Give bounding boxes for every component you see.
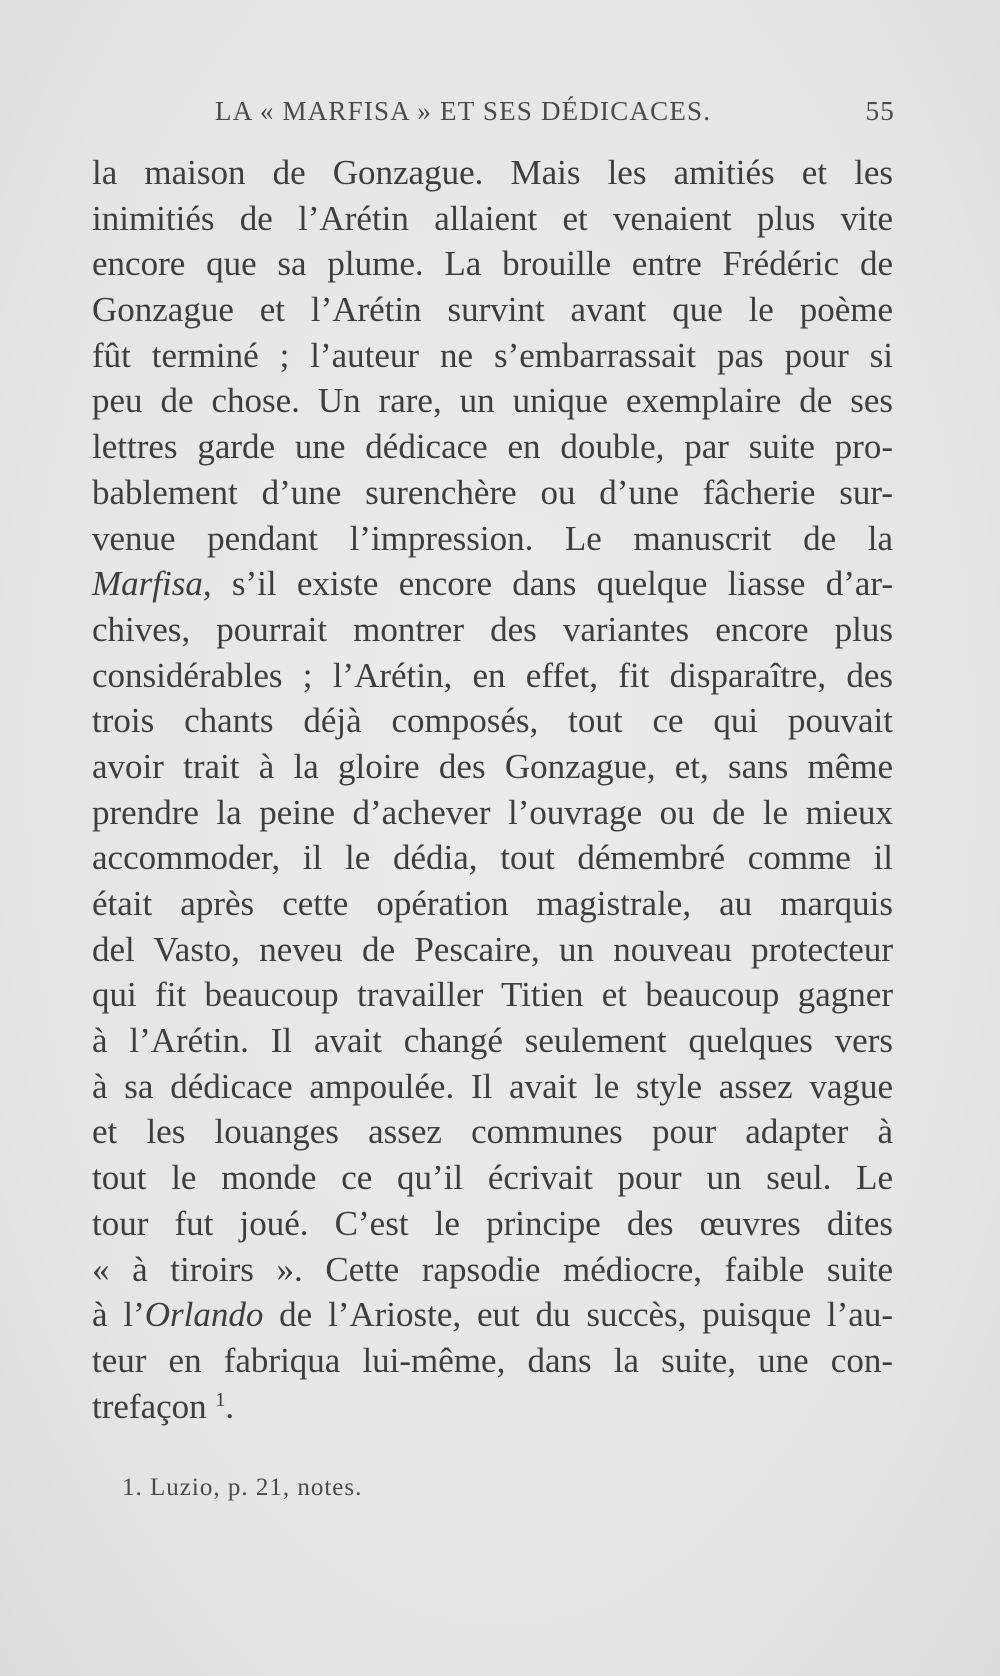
text-line: bablement d’une surenchère ou d’une fâcherie sur- (92, 472, 893, 512)
text-line: Gonzague et l’Arétin survint avant que le poème (92, 290, 893, 330)
page-number: 55 (865, 96, 895, 126)
text-line: tour fut joué. C’est le principe des œuvres dites (92, 1203, 893, 1243)
text-line: tout le monde ce qu’il écrivait pour un seul. Le (92, 1158, 893, 1198)
text-fragment: à l’ (92, 1295, 145, 1335)
text-line: qui fit beaucoup travailler Titien et beaucoup gagner (92, 975, 893, 1015)
text-line: et les louanges assez communes pour adapter à (92, 1112, 893, 1152)
text-fragment: . (225, 1386, 235, 1426)
text-line: del Vasto, neveu de Pescaire, un nouveau protecteur (92, 929, 893, 969)
footnote-reference: 1 (215, 1388, 226, 1411)
footnote: 1. Luzio, p. 21, notes. (122, 1474, 363, 1501)
text-line: « à tiroirs ». Cette rapsodie médiocre, faible suite (92, 1249, 893, 1289)
italic-title: Orlando (144, 1295, 264, 1335)
italic-title: Marfisa (92, 564, 203, 604)
text-line: chives, pourrait montrer des variantes encore plus (92, 609, 893, 649)
text-line: prendre la peine d’achever l’ouvrage ou de le mieux (92, 792, 893, 832)
text-line: trois chants déjà composés, tout ce qui pouvait (92, 701, 893, 741)
text-line (92, 1292, 893, 1338)
text-line: était après cette opération magistrale, au marquis (92, 884, 893, 923)
text-line: teur en fabriqua lui-même, dans la suite, une con- (92, 1340, 893, 1380)
text-line: considérables ; l’Arétin, en effet, fit disparaître, des (92, 655, 893, 695)
text-line: accommoder, il le dédia, tout démembré comme il (92, 838, 893, 878)
text-line: à sa dédicace ampoulée. Il avait le style assez vague (92, 1066, 893, 1106)
text-line: inimitiés de l’Arétin allaient et venaient plus vite (92, 198, 893, 238)
text-fragment: , s’il existe encore dans quelque liasse d’ar- (202, 564, 893, 604)
text-line: à l’Arétin. Il avait changé seulement quelques vers (92, 1021, 893, 1061)
text-line (92, 1384, 893, 1430)
running-title: LA « MARFISA » ET SES DÉDICACES. (215, 96, 712, 126)
text-line: fût terminé ; l’auteur ne s’embarrassait pas pour si (92, 335, 893, 375)
text-line: lettres garde une dédicace en double, par suite pro- (92, 427, 893, 467)
text-line (92, 561, 893, 607)
running-head (215, 96, 895, 136)
body-text (92, 150, 893, 1429)
text-fragment: trefaçon (92, 1386, 216, 1426)
text-line: venue pendant l’impression. Le manuscrit de la (92, 518, 893, 558)
text-line: peu de chose. Un rare, un unique exemplaire de ses (92, 381, 893, 421)
text-line: encore que sa plume. La brouille entre Frédéric de (92, 244, 893, 284)
text-fragment: de l’Arioste, eut du succès, puisque l’au- (263, 1295, 893, 1335)
text-line: avoir trait à la gloire des Gonzague, et, sans même (92, 746, 893, 786)
text-line: la maison de Gonzague. Mais les amitiés et les (92, 153, 893, 192)
